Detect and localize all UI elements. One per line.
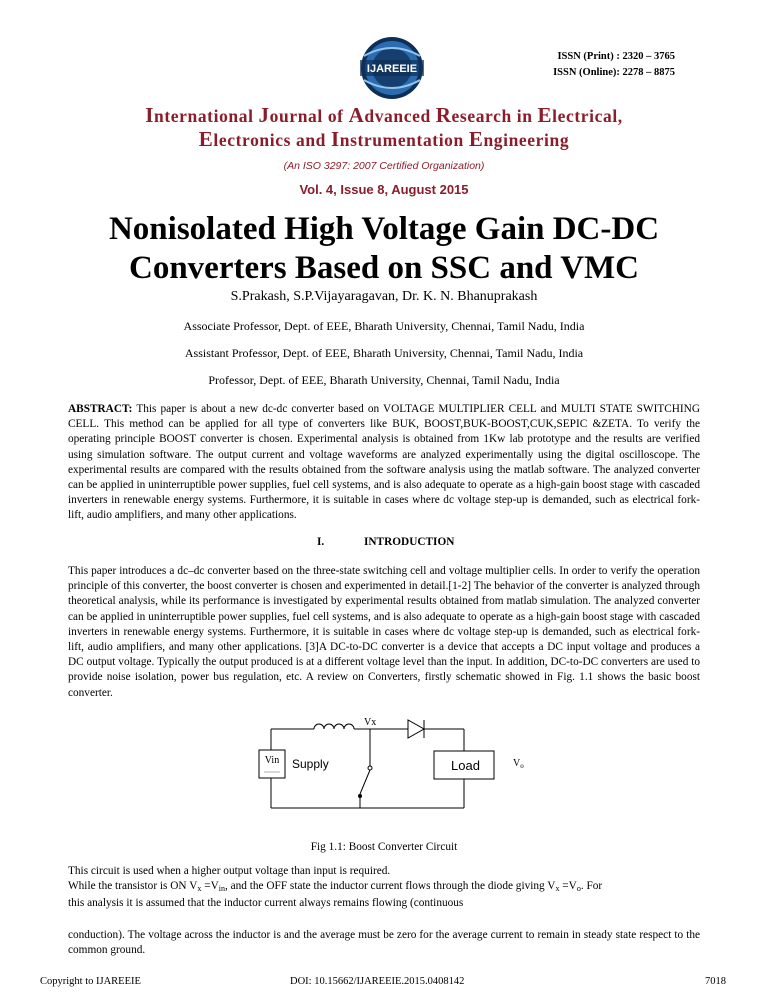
- diode-symbol: [408, 720, 424, 738]
- logo-text: IJAREEIE: [366, 63, 418, 75]
- after-line-2: While the transistor is ON $V_x =V_{in}$, and the OFF state the inductor current flows through the diode giving $V_x =V_o$. For: [68, 880, 603, 894]
- load-label: Load: [451, 758, 480, 773]
- affiliation-3: Professor, Dept. of EEE, Bharath University, Chennai, Tamil Nadu, India: [208, 373, 560, 387]
- journal-name-line1: International Journal of Advanced Research in Electrical,: [145, 103, 623, 127]
- iso-note: (An ISO 3297: 2007 Certified Organization): [283, 160, 485, 172]
- issn-print: ISSN (Print) : 2320 – 3765: [557, 51, 675, 62]
- figure-caption: Fig 1.1: Boost Converter Circuit: [310, 841, 458, 853]
- after-line-3: this analysis it is assumed that the inductor current always remains flowing (continuous: [68, 897, 464, 910]
- conduction-text: conduction). The voltage across the inductor is and the average must be zero for the average current to remain in steady state respect to the common ground.: [68, 929, 700, 957]
- inductor-symbol: [314, 724, 354, 729]
- authors: S.Prakash, S.P.Vijayaragavan, Dr. K. N. Bhanuprakash: [230, 289, 538, 304]
- affiliation-2: Assistant Professor, Dept. of EEE, Bharath University, Chennai, Tamil Nadu, India: [184, 346, 584, 360]
- paper-title: [60, 210, 708, 288]
- output-label: $V_o$: [513, 758, 524, 770]
- source-label: Vin: [264, 755, 280, 766]
- issn-online: ISSN (Online): 2278 – 8875: [553, 67, 675, 78]
- journal-logo: [346, 36, 438, 100]
- abstract-label: ABSTRACT:: [68, 403, 133, 415]
- section-number: I.: [317, 536, 325, 548]
- boost-converter-figure: [240, 716, 540, 826]
- abstract-text: This paper is about a new dc-dc converter based on VOLTAGE MULTIPLIER CELL and MULTI STATE SWITCHING CELL. This method can be applied for all type of converters like BUK, BOOST,BUK-BOOST,CUK,SEPIC &ZETA. To verify the operating principle BOOST converter is chosen. Experimental analysis is obtained from 1Kw lab prototype and the results are verified using simulation software. The output current and voltage waveforms are analyzed experimentally using the digital oscilloscope. The experimental results are compared with the results obtained from the software analysis using the matlab software. The analyzed converter can be applied in uninterruptible power supplies, fuel cell systems, and is also adequate to operate as a high-gain boost stage with cascaded inverters in renewable energy systems. Furthermore, it is suitable in cases where dc voltage step-up is demanded, such as electrical fork-lift, audio amplifiers, and many other applications.: [68, 403, 701, 522]
- affiliation-1: Associate Professor, Dept. of EEE, Bharath University, Chennai, Tamil Nadu, India: [183, 319, 585, 333]
- abstract: [68, 402, 700, 524]
- title-line-2: Converters Based on SSC and VMC: [128, 250, 640, 286]
- boost-converter-circuit: [240, 716, 540, 826]
- after-figure-text: [68, 864, 700, 912]
- node-label: Vx: [364, 717, 377, 728]
- title-line-1: Nonisolated High Voltage Gain DC-DC: [108, 211, 660, 247]
- footer-page-number: 7018: [705, 976, 726, 987]
- supply-label: Supply: [292, 757, 329, 771]
- footer-doi: DOI: 10.15662/IJAREEIE.2015.0408142: [290, 976, 465, 987]
- volume-issue: Vol. 4, Issue 8, August 2015: [299, 182, 469, 197]
- after-line-1: This circuit is used when a higher output voltage than input is required.: [68, 865, 391, 877]
- journal-name-line2: Electronics and Instrumentation Engineering: [198, 127, 570, 151]
- introduction-text: This paper introduces a dc–dc converter based on the three-state switching cell and voltage multiplier cells. In order to verify the operation principle of this converter, the boost converter is chosen and experimented in detail.[1-2] The behavior of the converter is analyzed through theoretical analysis, while its performance is investigated by experimental results obtained from matlab simulation. The analyzed converter can be applied in uninterruptible power supplies, fuel cell systems, and is also adequate to operate as a high-gain boost stage with cascaded inverters in renewable energy systems. Furthermore, it is suitable in cases where dc voltage step-up is demanded, such as electrical fork-lift, audio amplifiers, and many other applications. [3]A DC-to-DC converter is a device that accepts a DC input voltage and produces a DC output voltage. Typically the output produced is at a different voltage level than the input. In addition, DC-to-DC converters are used to provide noise isolation, power bus regulation, etc. A review on Converters, firstly schematic showed in Fig. 1.1 shows the basic boost converter.: [68, 565, 700, 699]
- footer-copyright: Copyright to IJAREEIE: [40, 976, 141, 987]
- section-title: INTRODUCTION: [364, 536, 455, 548]
- switch-symbol: [360, 770, 370, 794]
